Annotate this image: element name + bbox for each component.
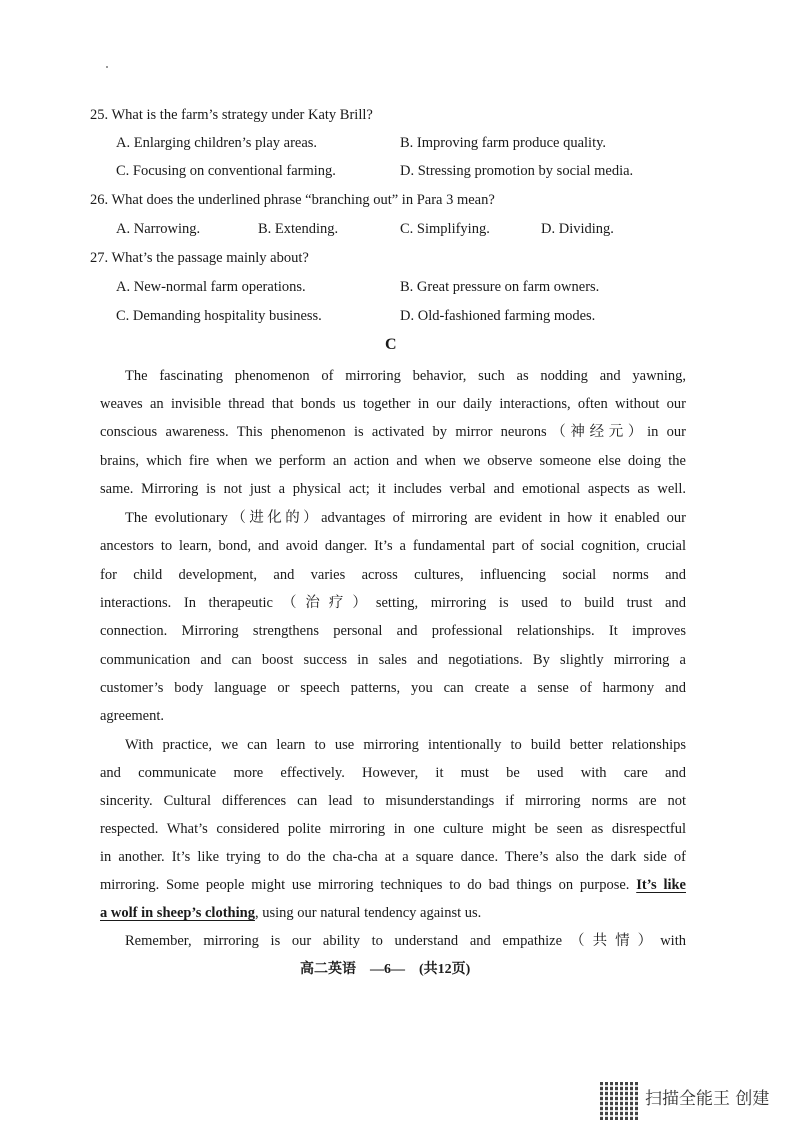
passage-line: Remember, mirroring is our ability to understand and empathize（共情）with (125, 933, 686, 949)
passage-line: agreement. (100, 708, 165, 724)
passage-line: ancestors to learn, bond, and avoid danger. It’s a fundamental part of social cognition, crucial (100, 538, 686, 554)
passage-line: same. Mirroring is not just a physical act; it includes verbal and emotional aspects as well. (100, 481, 686, 497)
passage-line: With practice, we can learn to use mirroring intentionally to build better relationships (125, 737, 686, 753)
option-27a: A. New-normal farm operations. (116, 279, 306, 295)
passage-line: for child development, and varies across cultures, influencing social norms and (100, 567, 686, 583)
passage-line: sincerity. Cultural differences can lead to misunderstandings if mirroring norms are not (100, 793, 686, 809)
passage-line: weaves an invisible thread that bonds us together in our daily interactions, often without our (100, 396, 686, 412)
passage-line: in another. It’s like trying to do the cha-cha at a square dance. There’s also the dark side of (100, 849, 686, 865)
underlined-sentence-end: a wolf in sheep’s clothing (100, 905, 255, 921)
question-26: 26. What does the underlined phrase “branching out” in Para 3 mean? (90, 192, 495, 208)
option-25a: A. Enlarging children’s play areas. (116, 135, 318, 151)
passage-line: The evolutionary（进化的）advantages of mirroring are evident in how it enabled our (125, 510, 686, 526)
passage-line: brains, which fire when we perform an action and when we observe someone else doing the (100, 453, 686, 469)
option-27d: D. Old-fashioned farming modes. (400, 308, 596, 324)
section-heading: C (385, 336, 397, 353)
passage-line: conscious awareness. This phenomenon is activated by mirror neurons（神经元）in our (100, 424, 686, 440)
passage-text: , using our natural tendency against us. (254, 905, 482, 921)
scanner-watermark: 扫描全能王 创建 (645, 1089, 770, 1109)
passage-line: connection. Mirroring strengthens personal and professional relationships. It improves (100, 623, 686, 639)
option-26a: A. Narrowing. (116, 221, 201, 237)
page-footer: 高二英语 —6— (共12页) (300, 962, 471, 977)
passage-line: communication and can boost success in sales and negotiations. By slightly mirroring a (100, 652, 686, 668)
option-27c: C. Demanding hospitality business. (116, 308, 322, 324)
passage-text: mirroring. Some people might use mirroring techniques to do bad things on purpose. (100, 877, 630, 893)
question-25: 25. What is the farm’s strategy under Katy Brill? (90, 107, 373, 123)
option-25c: C. Focusing on conventional farming. (116, 163, 336, 179)
qr-code-icon (600, 1082, 638, 1120)
passage-line: and communicate more effectively. However, it must be used with care and (100, 765, 686, 781)
passage-line: interactions. In therapeutic（治疗）setting, mirroring is used to build trust and (100, 595, 686, 611)
option-25d: D. Stressing promotion by social media. (400, 163, 634, 179)
passage-line: respected. What’s considered polite mirroring in one culture might be seen as disrespectful (100, 821, 686, 837)
option-26b: B. Extending. (258, 221, 339, 237)
passage-line: customer’s body language or speech patterns, you can create a sense of harmony and (100, 680, 686, 696)
option-26c: C. Simplifying. (400, 221, 490, 237)
question-27: 27. What’s the passage mainly about? (90, 250, 309, 266)
passage-line: The fascinating phenomenon of mirroring behavior, such as nodding and yawning, (125, 368, 686, 384)
underlined-sentence-start: It’s like (636, 877, 686, 893)
option-26d: D. Dividing. (541, 221, 614, 237)
option-27b: B. Great pressure on farm owners. (400, 279, 600, 295)
option-25b: B. Improving farm produce quality. (400, 135, 607, 151)
scan-speck (106, 66, 108, 68)
passage-line (100, 903, 481, 923)
passage-line (100, 875, 686, 895)
